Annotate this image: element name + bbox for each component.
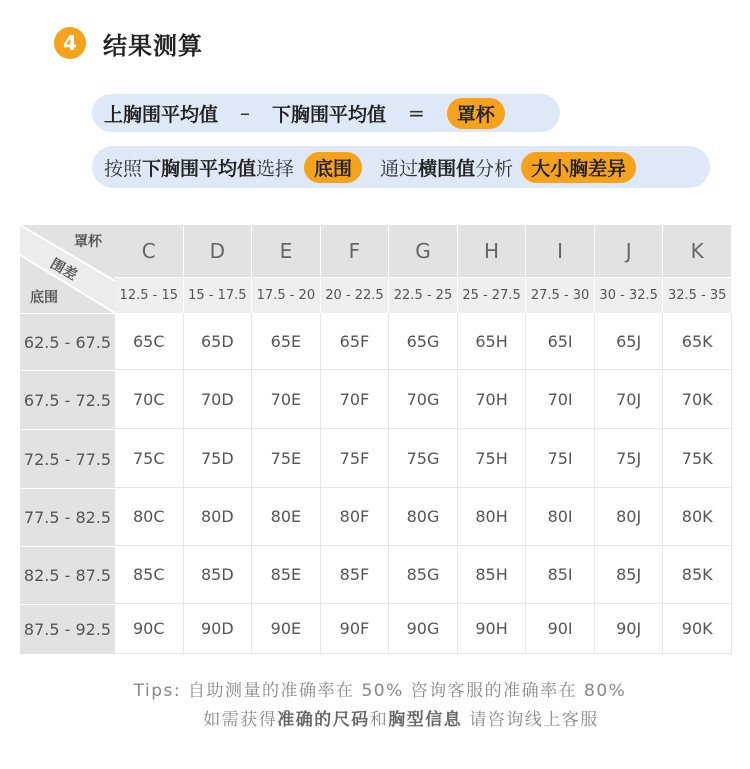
step-number-badge: 4 [54,27,86,59]
size-cell: 65D [184,313,253,370]
formula-horizontal-value: 横围值 [418,157,476,180]
size-cell: 70F [321,370,390,429]
corner-diff-label: 围差 [47,255,80,284]
cup-header-g: G [389,225,458,277]
formula-under-bust: 下胸围平均值 [272,103,387,126]
cup-header-i: I [526,225,595,277]
size-cell: 65F [321,313,390,370]
formula-band-tag: 底围 [304,152,362,183]
size-cell: 85H [458,546,527,604]
formula-upper-bust: 上胸围平均值 [104,103,219,126]
cup-range-d: 15 - 17.5 [184,277,253,313]
formula-cup-tag: 罩杯 [447,98,505,129]
size-cell: 80H [458,488,527,546]
size-cell: 80J [595,488,664,546]
size-cell: 85G [389,546,458,604]
size-cell: 75C [115,429,184,488]
size-cell: 65G [389,313,458,370]
size-cell: 85F [321,546,390,604]
formula-under-bust-avg: 下胸围平均值 [142,157,257,180]
corner-band-label: 底围 [30,290,58,306]
band-row-label: 82.5 - 87.5 [20,546,115,604]
tips-text-contact-service: 请咨询线上客服 [469,710,599,730]
size-cell: 75H [458,429,527,488]
size-cell: 75F [321,429,390,488]
size-cell: 65C [115,313,184,370]
cup-range-e: 17.5 - 20 [252,277,321,313]
cup-header-c: C [115,225,184,277]
band-row-label: 62.5 - 67.5 [20,313,115,370]
cup-header-j: J [595,225,664,277]
size-cell: 75I [526,429,595,488]
tips-accuracy-note: Tips: 自助测量的准确率在 50% 咨询客服的准确率在 80% [133,681,627,701]
size-cell: 70I [526,370,595,429]
size-cell: 85K [663,546,732,604]
size-cell: 90H [458,604,527,654]
size-cell: 70D [184,370,253,429]
band-row-label: 77.5 - 82.5 [20,488,115,546]
size-cell: 90D [184,604,253,654]
size-cell: 80F [321,488,390,546]
formula-text-select: 选择 [256,157,295,180]
size-cell: 85D [184,546,253,604]
size-cell: 80G [389,488,458,546]
size-cell: 65I [526,313,595,370]
size-cell: 90I [526,604,595,654]
tips-accurate-size: 准确的尺码 [277,710,370,730]
tips-contact-note [0,705,750,730]
formula-cup-pill [92,94,560,132]
formula-size-difference-tag: 大小胸差异 [521,152,636,183]
size-cell: 75K [663,429,732,488]
size-cell: 80D [184,488,253,546]
cup-range-c: 12.5 - 15 [115,277,184,313]
size-cell: 85E [252,546,321,604]
size-cell: 70K [663,370,732,429]
size-cell: 85I [526,546,595,604]
cup-header-h: H [458,225,527,277]
size-cell: 75D [184,429,253,488]
tips-breast-shape-info: 胸型信息 [388,710,463,730]
size-cell: 80K [663,488,732,546]
size-cell: 85J [595,546,664,604]
formula-equals: = [408,101,425,125]
size-cell: 85C [115,546,184,604]
size-cell: 65H [458,313,527,370]
band-row-label: 67.5 - 72.5 [20,370,115,429]
tips-text-if: 如需获得 [203,710,278,730]
cup-range-h: 25 - 27.5 [458,277,527,313]
formula-minus: – [240,101,251,125]
size-cell: 90F [321,604,390,654]
size-cell: 90C [115,604,184,654]
cup-range-g: 22.5 - 25 [389,277,458,313]
cup-range-i: 27.5 - 30 [526,277,595,313]
formula-band-pill [92,146,710,188]
table-corner-header [20,225,115,313]
size-cell: 65K [663,313,732,370]
size-cell: 80E [252,488,321,546]
size-cell: 90G [389,604,458,654]
size-cell: 90K [663,604,732,654]
cup-header-d: D [184,225,253,277]
size-cell: 70H [458,370,527,429]
tips-text-and: 和 [369,710,389,730]
size-cell: 70C [115,370,184,429]
size-chart-table [20,225,732,654]
cup-range-f: 20 - 22.5 [321,277,390,313]
size-cell: 75G [389,429,458,488]
size-cell: 65E [252,313,321,370]
size-cell: 70G [389,370,458,429]
cup-header-k: K [663,225,732,277]
size-cell: 90J [595,604,664,654]
cup-range-k: 32.5 - 35 [663,277,732,313]
band-row-label: 72.5 - 77.5 [20,429,115,488]
cup-range-j: 30 - 32.5 [595,277,664,313]
formula-text-via: 通过 [380,157,419,180]
page-title: 结果测算 [103,32,203,60]
cup-header-e: E [252,225,321,277]
size-cell: 80C [115,488,184,546]
size-cell: 75J [595,429,664,488]
band-row-label: 87.5 - 92.5 [20,604,115,654]
size-cell: 65J [595,313,664,370]
size-cell: 90E [252,604,321,654]
corner-cup-label: 罩杯 [74,234,102,250]
size-cell: 80I [526,488,595,546]
formula-text-analyze: 分析 [475,157,514,180]
size-cell: 75E [252,429,321,488]
formula-text-according: 按照 [104,157,143,180]
size-cell: 70J [595,370,664,429]
cup-header-f: F [321,225,390,277]
size-cell: 70E [252,370,321,429]
